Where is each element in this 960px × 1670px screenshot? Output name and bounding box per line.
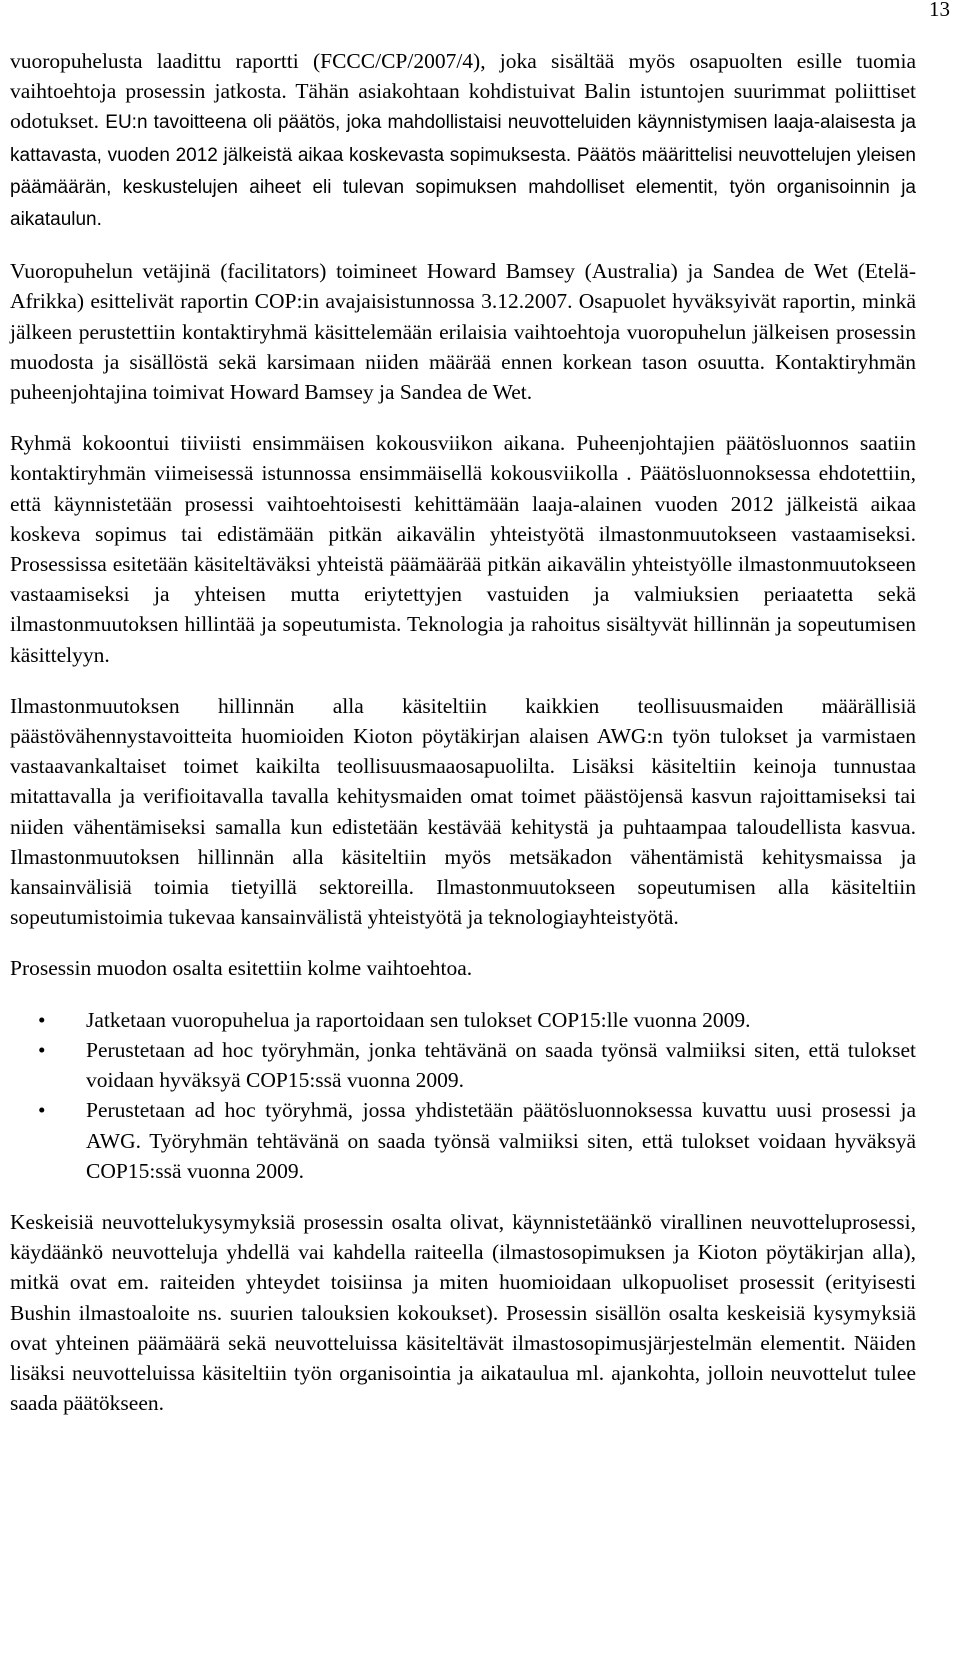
document-body	[10, 46, 916, 1439]
paragraph-cancun-report	[10, 46, 916, 235]
paragraph-key-questions: Keskeisiä neuvottelukysymyksiä prosessin osalta olivat, käynnistetäänkö virallinen neuvotteluprosessi, käydäänkö neuvotteluja yhdellä vai kahdella raiteella (ilmastosopimuksen ja Kioton pöytäkirjan alla), mitkä ovat em. raiteiden yhteydet toisiinsa ja miten huomioidaan ulkopuoliset prosessit (erityisesti Bushin ilmastoaloite ns. suurien talouksien kokoukset). Prosessin sisällön osalta keskeisiä kysymyksiä ovat yhteinen päämäärä sekä neuvotteluissa käsiteltävät ilmastosopimusjärjestelmän elementit. Näiden lisäksi neuvotteluissa käsiteltiin työn organisointia ja aikataulua ml. ajankohta, jolloin neuvottelut tulee saada päätökseen.	[10, 1209, 916, 1416]
list-item	[10, 1005, 916, 1035]
list-item	[10, 1095, 916, 1186]
bullet-icon: •	[38, 1007, 46, 1032]
paragraph-contact-group: Ryhmä kokoontui tiiviisti ensimmäisen kokousviikon aikana. Puheenjohtajien päätösluonnos saatiin kontaktiryhmän viimeisessä istunnossa ensimmäisellä kokousviikolla . Päätösluonnoksessa ehdotettiin, että käynnistetään prosessi vaihtoehtoisesti kehittämään laaja-alainen vuoden 2012 jälkeistä aikaa koskeva sopimus tai edistämään pitkän aikavälin yhteistyötä ilmastonmuutokseen vastaamiseksi. Prosessissa esitetään käsiteltäväksi yhteistä päämäärää pitkän aikavälin yhteistyölle ilmastonmuutokseen vastaamiseksi ja yhteisen mutta eriytettyjen vastuiden ja valmiuksien periaatetta sekä ilmastonmuutoksen hillintää ja sopeutumista. Teknologia ja rahoitus sisältyvät hillinnän ja sopeutumisen käsittelyyn.	[10, 431, 916, 667]
paragraph-eu-goal-text: EU:n tavoitteena oli päätös, joka mahdollistaisi neuvotteluiden käynnistymisen laaja-alaisesta ja kattavasta, vuoden 2012 jälkeistä aikaa koskevasta sopimuksesta. Päätös määrittelisi neuvottelujen yleisen päämäärän, keskustelujen aiheet eli tulevan sopimuksen mahdolliset elementit, työn organisoinnin ja aikataulun.	[10, 112, 916, 231]
list-item-text: Perustetaan ad hoc työryhmä, jossa yhdistetään päätösluonnoksessa kuvattu uusi prosessi ja AWG. Työryhmän tehtävänä on saada työnsä valmiiksi siten, että tulokset voidaan hyväksyä COP15:ssä vuonna 2009.	[86, 1098, 916, 1183]
list-item	[10, 1035, 916, 1095]
paragraph-report-serif-text: vuoropuhelusta laadittu raportti (FCCC/CP/2007/4), joka sisältää myös osapuolten esille tuomia vaihtoehtoja prosessin jatkosta. Tähän asiakohtaan kohdistuivat Balin istuntojen suurimmat poliittiset odotukset.	[10, 49, 916, 134]
bullet-icon: •	[38, 1098, 46, 1123]
paragraph-process-options-intro: Prosessin muodon osalta esitettiin kolme vaihtoehtoa.	[10, 956, 473, 981]
page-number: 13	[929, 0, 950, 21]
paragraph-mitigation: Ilmastonmuutoksen hillinnän alla käsiteltiin kaikkien teollisuusmaiden määrällisiä päästövähennystavoitteita huomioiden Kioton pöytäkirjan alaisen AWG:n työn tulokset ja varmistaen vastaavankaltaiset toimet kaikilta teollisuusmaaosapuolilta. Lisäksi käsiteltiin keinoja tunnustaa mitattavalla ja verifioitavalla tavalla kehitysmaiden omat toimet päästöjensä kasvun rajoittamiseksi tai niiden vähentämiseksi samalla kun edistetään kestävää kehitystä ja puhtaampaa taloudellista kasvua. Ilmastonmuutoksen hillinnän alla käsiteltiin myös metsäkadon vähentämistä kehitysmaissa ja kansainvälisiä toimia tietyillä sektoreilla. Ilmastonmuutokseen sopeutumisen alla käsiteltiin sopeutumistoimia tukevaa kansainvälistä yhteistyötä ja teknologiayhteistyötä.	[10, 693, 916, 930]
bullet-icon: •	[38, 1037, 46, 1062]
process-options-list	[10, 1005, 916, 1186]
list-item-text: Jatketaan vuoropuhelua ja raportoidaan sen tulokset COP15:lle vuonna 2009.	[86, 1007, 751, 1032]
list-item-text: Perustetaan ad hoc työryhmän, jonka tehtävänä on saada työnsä valmiiksi siten, että tulokset voidaan hyväksyä COP15:ssä vuonna 2009.	[86, 1037, 916, 1093]
paragraph-facilitators: Vuoropuhelun vetäjinä (facilitators) toimineet Howard Bamsey (Australia) ja Sandea de Wet (Etelä-Afrikka) esittelivät raportin COP:in avajaisistunnossa 3.12.2007. Osapuolet hyväksyivät raportin, minkä jälkeen perustettiin kontaktiryhmä käsittelemään erilaisia vaihtoehtoja vuoropuhelun jälkeisen prosessin muodosta ja sisällöstä sekä karsimaan niiden määrää ennen korkean tason osuutta. Kontaktiryhmän puheenjohtajina toimivat Howard Bamsey ja Sandea de Wet.	[10, 259, 916, 405]
